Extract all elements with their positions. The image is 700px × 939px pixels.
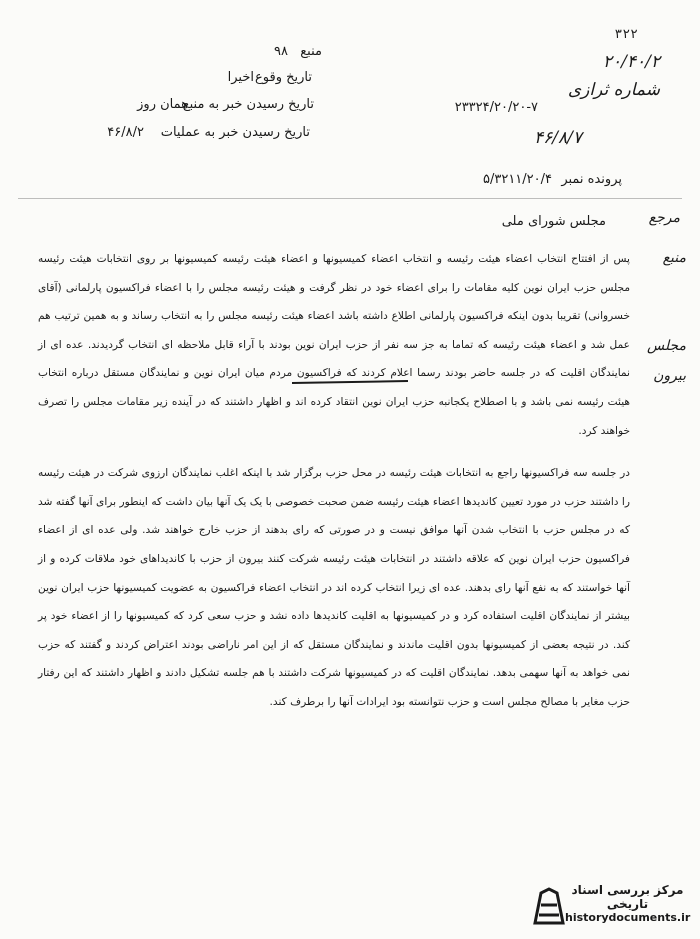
source-value: ۹۸ [274, 44, 288, 59]
event-date-label: تاریخ وقوع [255, 70, 312, 85]
received-date-label: تاریخ رسیدن خبر به منبع [182, 97, 314, 112]
event-date-value: اخیرا [227, 70, 254, 85]
header-divider [18, 198, 682, 199]
ops-date-label: تاریخ رسیدن خبر به عملیات [160, 125, 310, 140]
file-ref: ۲۰/۴۰/۲ [602, 52, 660, 72]
document-body [38, 245, 630, 717]
margin-note-1: منبع [662, 250, 686, 266]
received-date-value: همان روز [137, 97, 188, 112]
ops-date-value: ۴۶/۸/۲ [107, 125, 144, 140]
archive-seal-icon [531, 887, 567, 927]
margin-note-2: مجلس [646, 338, 686, 354]
paragraph-2: در جلسه سه فراکسیونها راجع به انتخابات هیئت رئیسه در محل حزب برگزار شد با اینکه اغلب نمایندگان ارزوی شرکت در هیئت رئیسه را داشتند حزب در مورد تعیین کاندیدها اعضاء هیئت رئیسه ضمن صحبت خصوصی با یک یک آنها بیان داشت که اینطور برای آنها گفته شد که در مجلس حزب با انتخاب شدن آنها موافق نیست و در صورتی که رای بدهند از حزب خارج خواهند شد. ولی عده ای از اعضاء فراکسیون حزب ایران نوین که علاقه داشتند در انتخابات هیئت رئیسه شرکت کنند بیرون از حزب با کاندیداهای خود ملاقات کرده و از آنها خواستند که به نفع آنها رای بدهند. عده ای زیرا انتخاب کرده اند در انتخاب اعضاء فراکسیون به عضویت کمیسیونها حزب ایران نوین بیشتر از نمایندگان اقلیت استفاده کرد و در کمیسیونها به اقلیت کاندیدها داده نشد و حزب سعی کرد که کمیسیونها را از اعضاء خود پر کند. در نتیجه بعضی از کمیسیونها بدون اقلیت ماندند و نمایندگان مستقل که از این امر ناراضی بودند اعتراض کردند و گفتند که حزب نمی خواهد به آنها سهمی بدهد. نمایندگان اقلیت که در کمیسیونها شرکت داشتند با هم جلسه تشکیل دادند و اظهار داشتند که این رفتار حزب مغایر با مصالح مجلس است و حزب نتوانسته بود ایرادات آنها را برطرف کند. [38, 467, 630, 708]
subject-line: مجلس شورای ملی [501, 214, 606, 229]
recipient-note: مرجع [648, 210, 680, 226]
source-label: منبع [300, 44, 322, 59]
file-number: ۵/۳۲۱۱/۲۰/۴ [483, 172, 552, 187]
archive-watermark [565, 883, 690, 935]
serial-label: شماره ثرازی [567, 80, 660, 100]
watermark-url: historydocuments.ir [565, 911, 691, 924]
file-number-label: پرونده نمبر [561, 172, 622, 187]
watermark-text: مرکز بررسی اسناد تاریخی [571, 883, 684, 911]
serial-number: ۲۳۳۲۴/۲۰/۲۰-۷ [454, 100, 538, 115]
page-number: ۳۲۲ [614, 27, 638, 42]
paragraph-1: پس از افتتاح انتخاب اعضاء هیئت رئیسه و انتخاب اعضاء کمیسیونها و اعضاء هیئت رئیسه کمیسیونها بر روی انتخابات هیئت رئیسه مجلس حزب ایران نوین کلیه مقامات را برای اعضاء خود در نظر گرفت و هیئت رئیسه مجلس را با اعضاء فراکسیون پارلمانی (آقای خسروانی) تقریبا بدون اینکه فراکسیون پارلمانی اطلاع داشته باشد اعضاء هیئت رئیسه مجلس را به انتخاب رساند و به همین ترتیب هم عمل شد و اعضاء هیئت رئیسه که تماما به جز سه نفر از حزب ایران نوین بودند با آراء قابل ملاحظه ای انتخاب گردیدند. عده ای از نمایندگان اقلیت که در جلسه حاضر بودند رسما اعلام کردند که فراکسیون مردم میان ایران نوین و نمایندگان مستقل درباره انتخاب هیئت رئیسه نمی باشد و با اصطلاح یکجانبه حزب ایران نوین انتقاد کرده اند و اظهار داشتند که در آینده زیر مقامات مجلس را تصرف خواهند کرد. [38, 253, 630, 437]
handwritten-date: ۴۶/۸/۷ [534, 128, 582, 148]
margin-note-3: بیرون [653, 368, 686, 384]
